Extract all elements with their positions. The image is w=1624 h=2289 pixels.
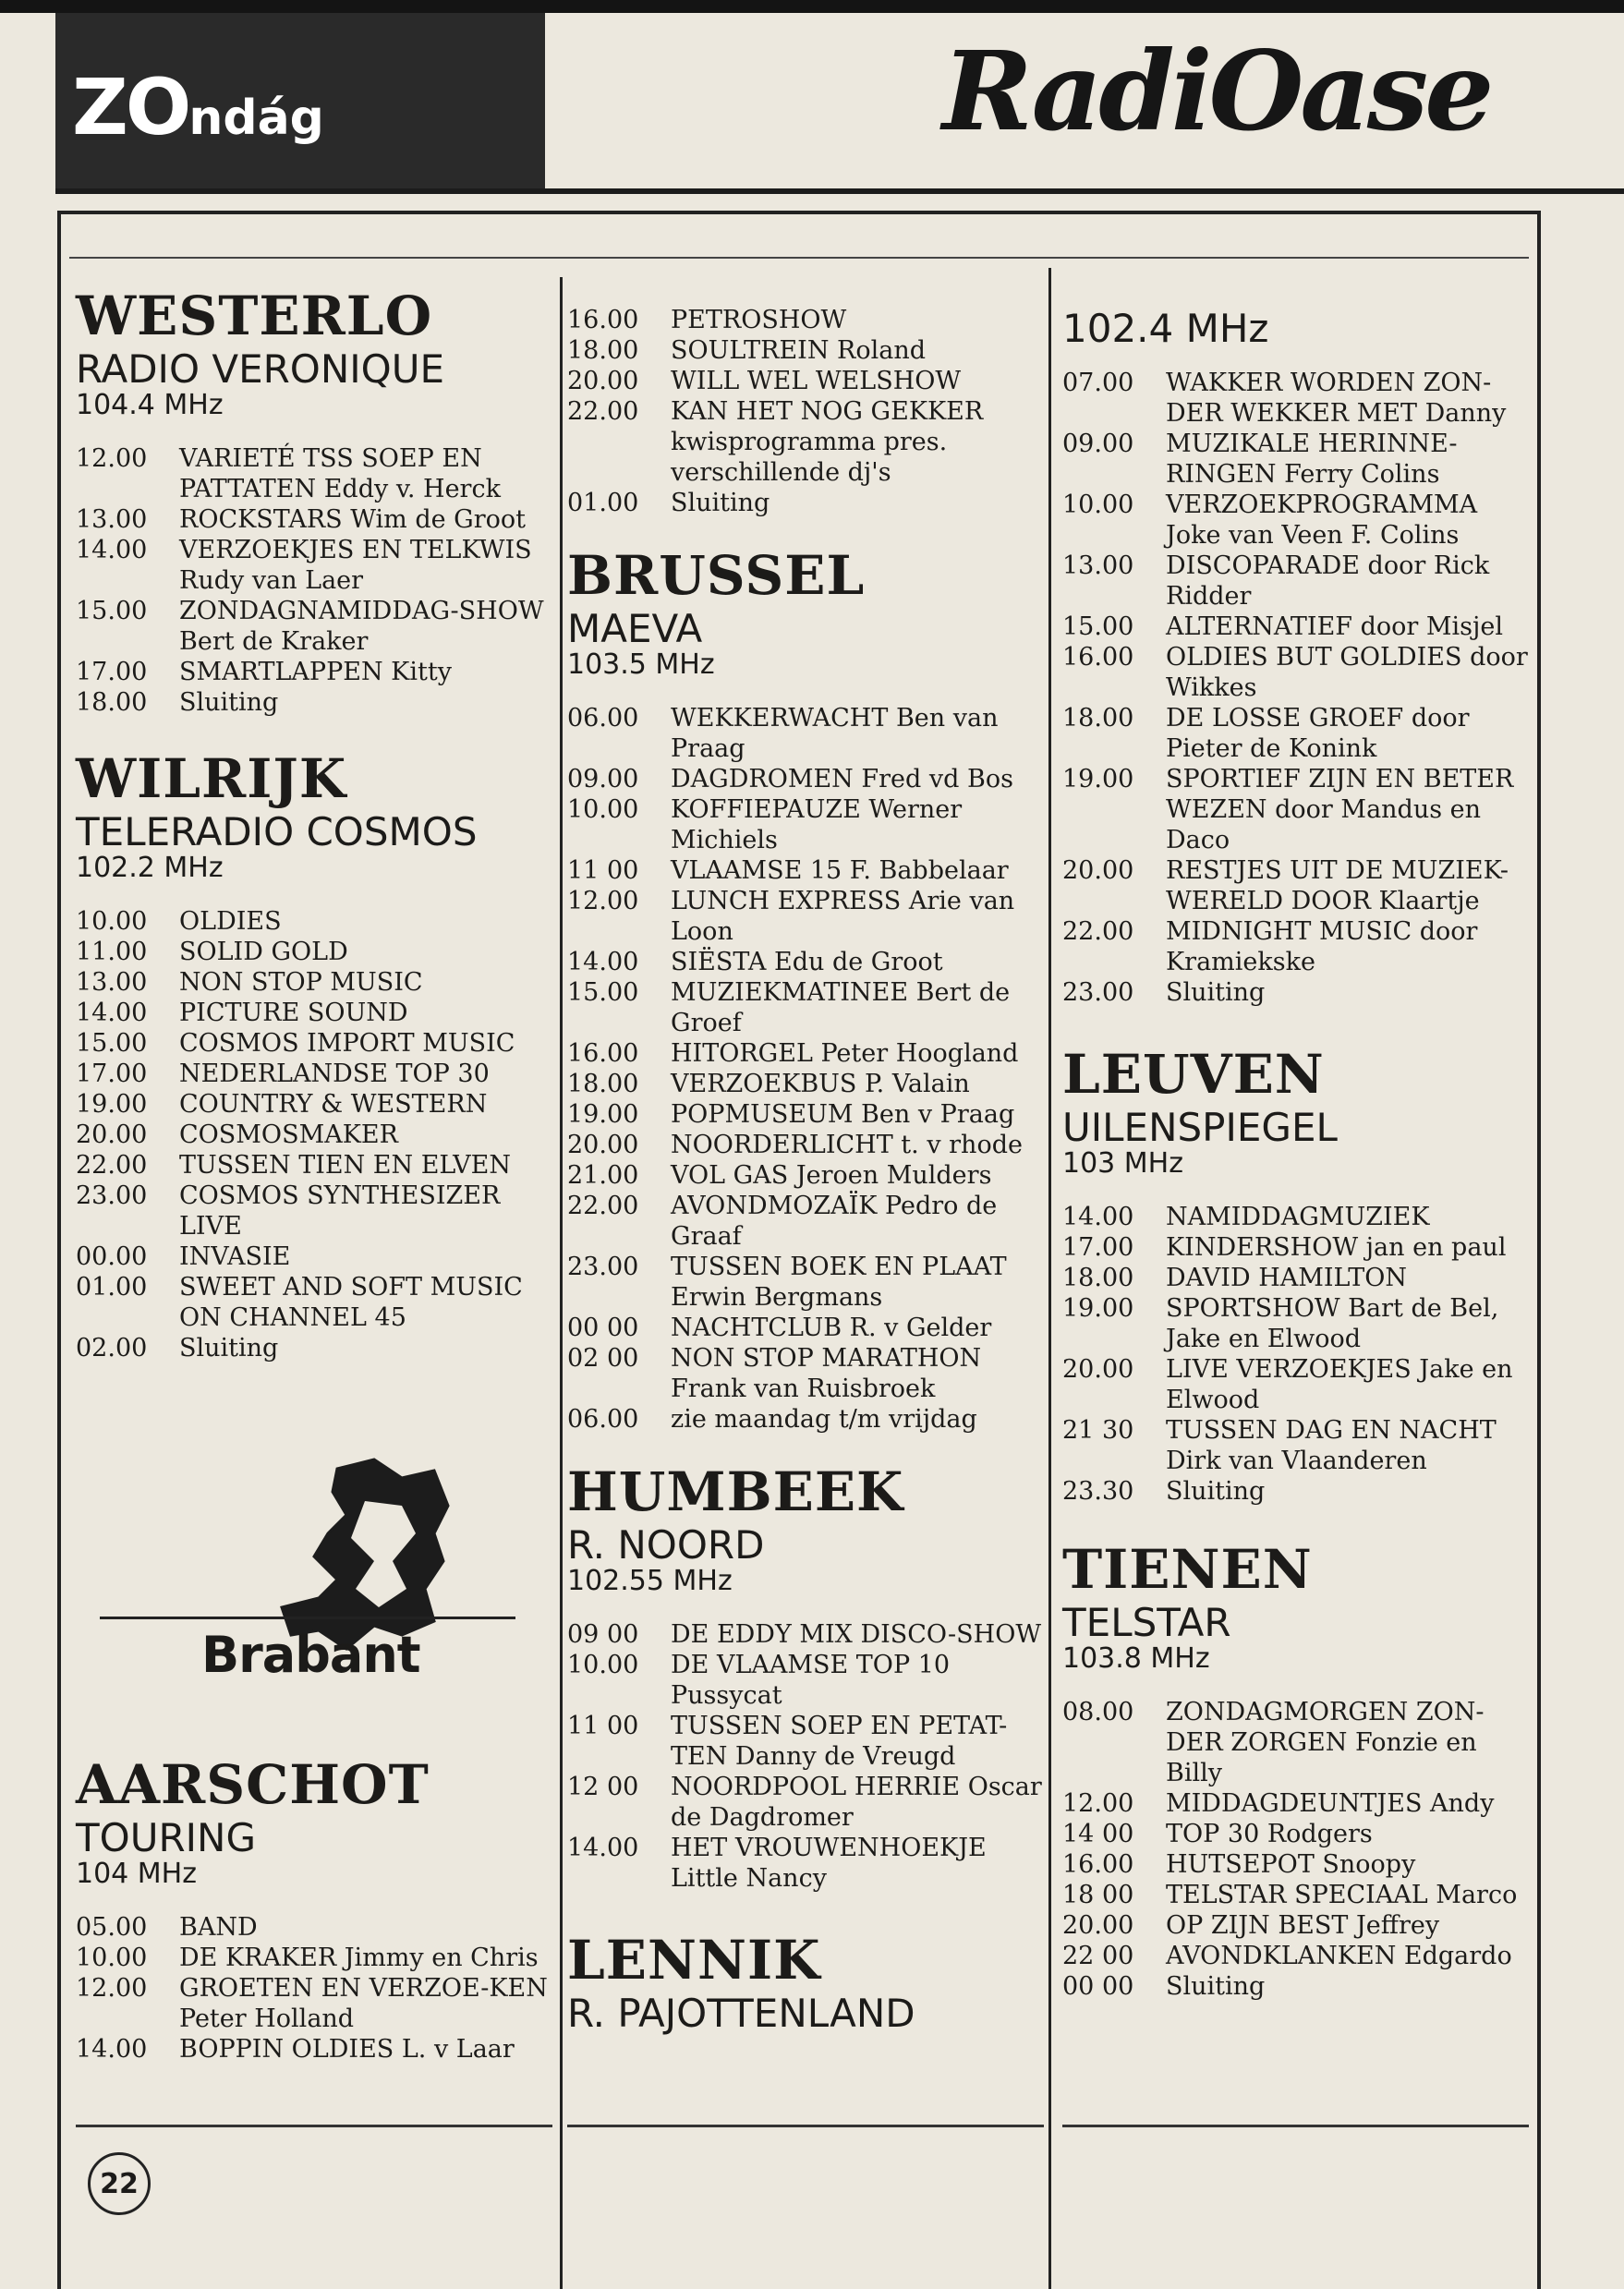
schedule-program: NOORDPOOL HERRIE Oscar de Dagdromer: [671, 1773, 1042, 1832]
column-middle: [567, 305, 1048, 2053]
schedule-program: DISCOPARADE door Rick Ridder: [1166, 551, 1490, 611]
schedule-time: 13.00: [76, 968, 148, 997]
schedule-program: AVONDKLANKEN Edgardo: [1166, 1942, 1512, 1970]
station-block: [76, 286, 556, 718]
schedule-program: OLDIES: [179, 907, 282, 936]
schedule-time: 22.00: [567, 397, 639, 426]
station-block: [567, 305, 1048, 518]
station-block: [567, 1931, 1048, 2053]
schedule-time: 22 00: [1062, 1942, 1134, 1970]
schedule-row: [567, 1160, 1048, 1191]
schedule-program: COUNTRY & WESTERN: [179, 1090, 488, 1119]
schedule-time: 11 00: [567, 1712, 639, 1740]
schedule-time: 18.00: [1062, 1264, 1134, 1292]
region-label: Brabant: [201, 1626, 420, 1684]
top-black-bar: [0, 0, 1624, 13]
schedule-time: 15.00: [76, 1029, 148, 1058]
schedule-time: 02.00: [76, 1334, 148, 1362]
schedule-time: 02 00: [567, 1344, 639, 1373]
schedule-time: 18.00: [76, 688, 148, 717]
schedule-time: 22.00: [1062, 917, 1134, 946]
schedule-time: 10.00: [1062, 490, 1134, 519]
schedule-program: MIDDAGDEUNTJES Andy: [1166, 1789, 1495, 1818]
schedule-time: 17.00: [76, 658, 148, 686]
schedule-time: 00 00: [567, 1314, 639, 1342]
schedule-row: [567, 1252, 1048, 1313]
schedule-program: VARIETÉ TSS SOEP EN PATTATEN Eddy v. Herck: [179, 444, 501, 503]
schedule-program: NAMIDDAGMUZIEK: [1166, 1203, 1430, 1231]
schedule-time: 10.00: [76, 1944, 148, 1972]
schedule-time: 18.00: [567, 1070, 639, 1098]
schedule-row: [1062, 1880, 1533, 1910]
schedule-program: DE KRAKER Jimmy en Chris: [179, 1944, 539, 1972]
schedule-time: 16.00: [1062, 1850, 1134, 1879]
schedule-time: 16.00: [567, 1039, 639, 1068]
schedule-row: [1062, 1788, 1533, 1819]
schedule-time: 21 30: [1062, 1416, 1134, 1445]
station-block: [1062, 1540, 1533, 2002]
schedule-program: HET VROUWENHOEKJE Little Nancy: [671, 1834, 987, 1893]
schedule-row: [567, 1130, 1048, 1160]
station-name: UILENSPIEGEL: [1062, 1105, 1338, 1150]
schedule-row: [76, 1059, 556, 1089]
schedule-program: SPORTSHOW Bart de Bel, Jake en Elwood: [1166, 1294, 1499, 1353]
schedule-row: [76, 1333, 556, 1363]
station-block: [1062, 1045, 1533, 1507]
station-name: TOURING: [76, 1815, 256, 1860]
schedule-time: 13.00: [1062, 551, 1134, 580]
schedule-row: [1062, 916, 1533, 977]
schedule-time: 18 00: [1062, 1881, 1134, 1909]
schedule-program: TUSSEN BOEK EN PLAAT Erwin Bergmans: [671, 1253, 1007, 1312]
schedule-row: [567, 1404, 1048, 1435]
schedule-time: 19.00: [1062, 1294, 1134, 1323]
schedule-row: [76, 1150, 556, 1181]
station-frequency: 102.2 MHz: [76, 852, 224, 884]
schedule-time: 10.00: [567, 1651, 639, 1679]
schedule-program: HUTSEPOT Snoopy: [1166, 1850, 1416, 1879]
schedule-row: [1062, 429, 1533, 490]
station-block: [76, 1755, 556, 2065]
schedule-program: Sluiting: [1166, 1477, 1266, 1506]
schedule-row: [567, 335, 1048, 366]
station-frequency: 103 MHz: [1062, 1147, 1183, 1180]
schedule-time: 14.00: [76, 536, 148, 564]
schedule-program: NEDERLANDSE TOP 30: [179, 1060, 490, 1088]
city-heading: TIENEN: [1062, 1538, 1313, 1601]
city-heading: WESTERLO: [76, 285, 433, 347]
schedule-row: [567, 1619, 1048, 1650]
schedule-program: MIDNIGHT MUSIC door Kramiekske: [1166, 917, 1478, 976]
column-left: [76, 286, 556, 1363]
schedule-time: 23.00: [567, 1253, 639, 1281]
header-rule: [55, 188, 1624, 194]
schedule-time: 00 00: [1062, 1972, 1134, 2001]
schedule-row: [567, 855, 1048, 886]
schedule-time: 13.00: [76, 505, 148, 534]
schedule-row: [567, 1099, 1048, 1130]
schedule-row: [76, 1120, 556, 1150]
station-frequency: 104 MHz: [76, 1858, 197, 1890]
schedule-program: SOULTREIN Roland: [671, 336, 927, 365]
schedule-row: [567, 305, 1048, 335]
schedule-time: 01.00: [76, 1273, 148, 1302]
schedule-row: [1062, 764, 1533, 855]
station-block: [567, 1462, 1048, 1894]
schedule-time: 20.00: [1062, 1911, 1134, 1940]
schedule-program: DAVID HAMILTON: [1166, 1264, 1408, 1292]
schedule-time: 23.00: [76, 1181, 148, 1210]
schedule-program: WEKKERWACHT Ben van Praag: [671, 704, 999, 763]
schedule-row: [1062, 1293, 1533, 1354]
day-title: ZOndág: [72, 62, 324, 152]
schedule-program: DE LOSSE GROEF door Pieter de Konink: [1166, 704, 1470, 763]
schedule-program: SIËSTA Edu de Groot: [671, 948, 943, 976]
schedule-row: [567, 886, 1048, 947]
day-header-block: [55, 13, 545, 188]
schedule-time: 12.00: [567, 887, 639, 915]
schedule-row: [1062, 1849, 1533, 1880]
schedule-time: 20.00: [76, 1120, 148, 1149]
schedule-row: [1062, 977, 1533, 1008]
schedule-row: [1062, 612, 1533, 642]
station-block: [567, 546, 1048, 1435]
schedule-time: 20.00: [567, 1131, 639, 1159]
schedule-row: [76, 1943, 556, 1973]
schedule-time: 11.00: [76, 938, 148, 966]
schedule-program: SOLID GOLD: [179, 938, 348, 966]
schedule-time: 21.00: [567, 1161, 639, 1190]
bottom-rule-middle: [567, 2125, 1044, 2127]
schedule-row: [76, 1973, 556, 2034]
schedule-time: 14 00: [1062, 1820, 1134, 1848]
schedule-row: [76, 535, 556, 596]
schedule-time: 22.00: [76, 1151, 148, 1180]
schedule-row: [76, 1272, 556, 1333]
station-name: TELSTAR: [1062, 1600, 1231, 1645]
schedule-row: [567, 1069, 1048, 1099]
station-frequency: 102.55 MHz: [567, 1565, 733, 1597]
schedule-row: [567, 1711, 1048, 1772]
schedule-time: 14.00: [567, 1834, 639, 1862]
station-name: RADIO VERONIQUE: [76, 346, 444, 392]
schedule-row: [76, 2034, 556, 2065]
schedule-program: TUSSEN SOEP EN PETAT-TEN Danny de Vreugd: [671, 1712, 1008, 1771]
schedule-time: 07.00: [1062, 369, 1134, 397]
schedule-row: [76, 998, 556, 1028]
schedule-row: [1062, 1415, 1533, 1476]
region-rule: [100, 1617, 515, 1619]
schedule-time: 12 00: [567, 1773, 639, 1801]
schedule-time: 18.00: [1062, 704, 1134, 733]
schedule-program: COSMOSMAKER: [179, 1120, 398, 1149]
schedule-time: 10.00: [76, 907, 148, 936]
schedule-program: MUZIKALE HERINNE-RINGEN Ferry Colins: [1166, 430, 1458, 489]
bottom-rule-left: [76, 2125, 552, 2127]
schedule-time: 17.00: [76, 1060, 148, 1088]
city-heading: LEUVEN: [1062, 1043, 1325, 1106]
schedule-time: 19.00: [76, 1090, 148, 1119]
schedule-program: WAKKER WORDEN ZON-DER WEKKER MET Danny: [1166, 369, 1507, 428]
schedule-time: 05.00: [76, 1913, 148, 1942]
schedule-program: TOP 30 Rodgers: [1166, 1820, 1373, 1848]
schedule-row: [1062, 1202, 1533, 1232]
column-divider-right: [1048, 268, 1051, 2289]
schedule-program: ZONDAGNAMIDDAG-SHOW Bert de Kraker: [179, 597, 544, 656]
schedule-program: VOL GAS Jeroen Mulders: [671, 1161, 992, 1190]
schedule-program: SWEET AND SOFT MUSIC ON CHANNEL 45: [179, 1273, 523, 1332]
schedule-program: KINDERSHOW jan en paul: [1166, 1233, 1507, 1262]
schedule-program: COSMOS SYNTHESIZER LIVE: [179, 1181, 501, 1241]
station-name: R. PAJOTTENLAND: [567, 1991, 915, 2036]
schedule-time: 22.00: [567, 1192, 639, 1220]
schedule-row: [1062, 551, 1533, 612]
schedule-program: Sluiting: [179, 1334, 279, 1362]
schedule-time: 12.00: [76, 444, 148, 473]
schedule-time: 14.00: [1062, 1203, 1134, 1231]
schedule-program: TUSSEN TIEN EN ELVEN: [179, 1151, 511, 1180]
schedule-program: NOORDERLICHT t. v rhode: [671, 1131, 1023, 1159]
city-heading: WILRIJK: [76, 747, 347, 810]
schedule-program: NON STOP MARATHON Frank van Ruisbroek: [671, 1344, 982, 1403]
schedule-program: NACHTCLUB R. v Gelder: [671, 1314, 992, 1342]
schedule-program: WILL WEL WELSHOW: [671, 367, 962, 395]
station-block: [76, 749, 556, 1363]
schedule-program: Sluiting: [179, 688, 279, 717]
schedule-program: SMARTLAPPEN Kitty: [179, 658, 452, 686]
schedule-row: [1062, 368, 1533, 429]
schedule-time: 00.00: [76, 1242, 148, 1271]
schedule-program: OLDIES BUT GOLDIES door Wikkes: [1166, 643, 1528, 702]
schedule-time: 18.00: [567, 336, 639, 365]
schedule-row: [1062, 855, 1533, 916]
schedule-row: [567, 366, 1048, 396]
schedule-time: 19.00: [567, 1100, 639, 1129]
schedule-time: 15.00: [1062, 612, 1134, 641]
schedule-program: Sluiting: [671, 489, 770, 517]
station-name: 102.4 MHz: [1062, 306, 1269, 351]
schedule-program: KOFFIEPAUZE Werner Michiels: [671, 795, 963, 854]
schedule-row: [567, 1038, 1048, 1069]
station-block: [1062, 306, 1533, 1008]
frame-top-rule: [69, 257, 1529, 259]
schedule-program: OP ZIJN BEST Jeffrey: [1166, 1911, 1440, 1940]
schedule-time: 01.00: [567, 489, 639, 517]
schedule-program: NON STOP MUSIC: [179, 968, 423, 997]
schedule-time: 17.00: [1062, 1233, 1134, 1262]
schedule-program: DAGDROMEN Fred vd Bos: [671, 765, 1013, 793]
station-name: MAEVA: [567, 606, 703, 651]
schedule-program: INVASIE: [179, 1242, 291, 1271]
schedule-program: MUZIEKMATINEE Bert de Groef: [671, 978, 1011, 1037]
schedule-time: 19.00: [1062, 765, 1134, 793]
schedule-row: [76, 443, 556, 504]
page-number: 22: [88, 2152, 151, 2215]
schedule-program: HITORGEL Peter Hoogland: [671, 1039, 1019, 1068]
schedule-row: [567, 794, 1048, 855]
schedule-time: 20.00: [1062, 856, 1134, 885]
station-name: TELERADIO COSMOS: [76, 809, 478, 854]
schedule-row: [567, 764, 1048, 794]
schedule-row: [76, 937, 556, 967]
schedule-time: 14.00: [76, 2035, 148, 2064]
schedule-row: [1062, 490, 1533, 551]
schedule-time: 09.00: [567, 765, 639, 793]
schedule-time: 06.00: [567, 1405, 639, 1434]
city-heading: LENNIK: [567, 1929, 821, 1992]
schedule-row: [567, 1343, 1048, 1404]
station-frequency: 103.8 MHz: [1062, 1642, 1210, 1675]
schedule-row: [1062, 1941, 1533, 1971]
radioase-logo: RadiOase: [942, 27, 1491, 155]
schedule-row: [567, 947, 1048, 977]
schedule-row: [567, 1772, 1048, 1833]
schedule-row: [76, 1241, 556, 1272]
schedule-row: [1062, 642, 1533, 703]
station-frequency: 104.4 MHz: [76, 389, 224, 421]
schedule-program: BAND: [179, 1913, 258, 1942]
schedule-program: TELSTAR SPECIAAL Marco: [1166, 1881, 1518, 1909]
schedule-time: 08.00: [1062, 1698, 1134, 1726]
schedule-time: 12.00: [1062, 1789, 1134, 1818]
schedule-program: DE VLAAMSE TOP 10 Pussycat: [671, 1651, 951, 1710]
schedule-row: [567, 488, 1048, 518]
schedule-program: zie maandag t/m vrijdag: [671, 1405, 977, 1434]
schedule-row: [1062, 1697, 1533, 1788]
schedule-time: 15.00: [76, 597, 148, 625]
city-heading: HUMBEEK: [567, 1460, 904, 1523]
schedule-program: BOPPIN OLDIES L. v Laar: [179, 2035, 515, 2064]
column-left-bottom: [76, 1755, 556, 2065]
schedule-row: [567, 1650, 1048, 1711]
schedule-row: [567, 703, 1048, 764]
schedule-program: RESTJES UIT DE MUZIEK-WERELD DOOR Klaartje: [1166, 856, 1509, 915]
schedule-row: [76, 1089, 556, 1120]
schedule-program: COSMOS IMPORT MUSIC: [179, 1029, 515, 1058]
schedule-program: Sluiting: [1166, 1972, 1266, 2001]
schedule-row: [567, 1313, 1048, 1343]
station-name: R. NOORD: [567, 1522, 765, 1568]
schedule-row: [76, 967, 556, 998]
schedule-row: [1062, 1819, 1533, 1849]
city-heading: BRUSSEL: [567, 544, 866, 607]
column-divider-left: [560, 277, 563, 2289]
schedule-program: LIVE VERZOEKJES Jake en Elwood: [1166, 1355, 1513, 1414]
schedule-row: [1062, 1354, 1533, 1415]
schedule-time: 14.00: [76, 999, 148, 1027]
schedule-time: 15.00: [567, 978, 639, 1007]
schedule-row: [1062, 1263, 1533, 1293]
schedule-row: [567, 977, 1048, 1038]
schedule-row: [1062, 1971, 1533, 2002]
schedule-row: [567, 1833, 1048, 1894]
schedule-program: PICTURE SOUND: [179, 999, 408, 1027]
schedule-program: GROETEN EN VERZOE-KEN Peter Holland: [179, 1974, 548, 2033]
schedule-row: [567, 1191, 1048, 1252]
schedule-time: 06.00: [567, 704, 639, 733]
schedule-row: [1062, 703, 1533, 764]
schedule-program: VLAAMSE 15 F. Babbelaar: [671, 856, 1009, 885]
schedule-program: VERZOEKJES EN TELKWIS Rudy van Laer: [179, 536, 532, 595]
schedule-time: 20.00: [567, 367, 639, 395]
schedule-row: [1062, 1232, 1533, 1263]
column-right: [1062, 305, 1533, 2002]
schedule-program: TUSSEN DAG EN NACHT Dirk van Vlaanderen: [1166, 1416, 1497, 1475]
schedule-time: 09.00: [1062, 430, 1134, 458]
schedule-program: Sluiting: [1166, 978, 1266, 1007]
schedule-time: 09 00: [567, 1620, 639, 1649]
schedule-program: AVONDMOZAÏK Pedro de Graaf: [671, 1192, 998, 1251]
schedule-program: VERZOEKPROGRAMMA Joke van Veen F. Colins: [1166, 490, 1478, 550]
schedule-program: ALTERNATIEF door Misjel: [1166, 612, 1504, 641]
schedule-time: 23.30: [1062, 1477, 1134, 1506]
schedule-program: LUNCH EXPRESS Arie van Loon: [671, 887, 1015, 946]
schedule-row: [76, 687, 556, 718]
station-frequency: 103.5 MHz: [567, 648, 715, 681]
schedule-time: 16.00: [1062, 643, 1134, 672]
schedule-time: 23.00: [1062, 978, 1134, 1007]
schedule-time: 11 00: [567, 856, 639, 885]
schedule-program: DE EDDY MIX DISCO-SHOW: [671, 1620, 1042, 1649]
schedule-program: ROCKSTARS Wim de Groot: [179, 505, 527, 534]
schedule-row: [76, 596, 556, 657]
schedule-row: [76, 504, 556, 535]
schedule-time: 16.00: [567, 306, 639, 334]
schedule-program: PETROSHOW: [671, 306, 847, 334]
schedule-time: 12.00: [76, 1974, 148, 2003]
schedule-row: [76, 657, 556, 687]
schedule-row: [1062, 1910, 1533, 1941]
schedule-program: KAN HET NOG GEKKER kwisprogramma pres. verschillende dj's: [671, 397, 984, 487]
schedule-time: 14.00: [567, 948, 639, 976]
schedule-time: 10.00: [567, 795, 639, 824]
schedule-program: SPORTIEF ZIJN EN BETER WEZEN door Mandus en Daco: [1166, 765, 1514, 854]
schedule-row: [1062, 1476, 1533, 1507]
schedule-row: [76, 1181, 556, 1241]
schedule-row: [76, 906, 556, 937]
bottom-rule-right: [1062, 2125, 1529, 2127]
schedule-row: [76, 1028, 556, 1059]
schedule-row: [76, 1912, 556, 1943]
schedule-time: 20.00: [1062, 1355, 1134, 1384]
schedule-row: [567, 396, 1048, 488]
schedule-program: ZONDAGMORGEN ZON-DER ZORGEN Fonzie en Billy: [1166, 1698, 1485, 1787]
schedule-program: POPMUSEUM Ben v Praag: [671, 1100, 1015, 1129]
schedule-program: VERZOEKBUS P. Valain: [671, 1070, 970, 1098]
city-heading: AARSCHOT: [76, 1753, 430, 1816]
